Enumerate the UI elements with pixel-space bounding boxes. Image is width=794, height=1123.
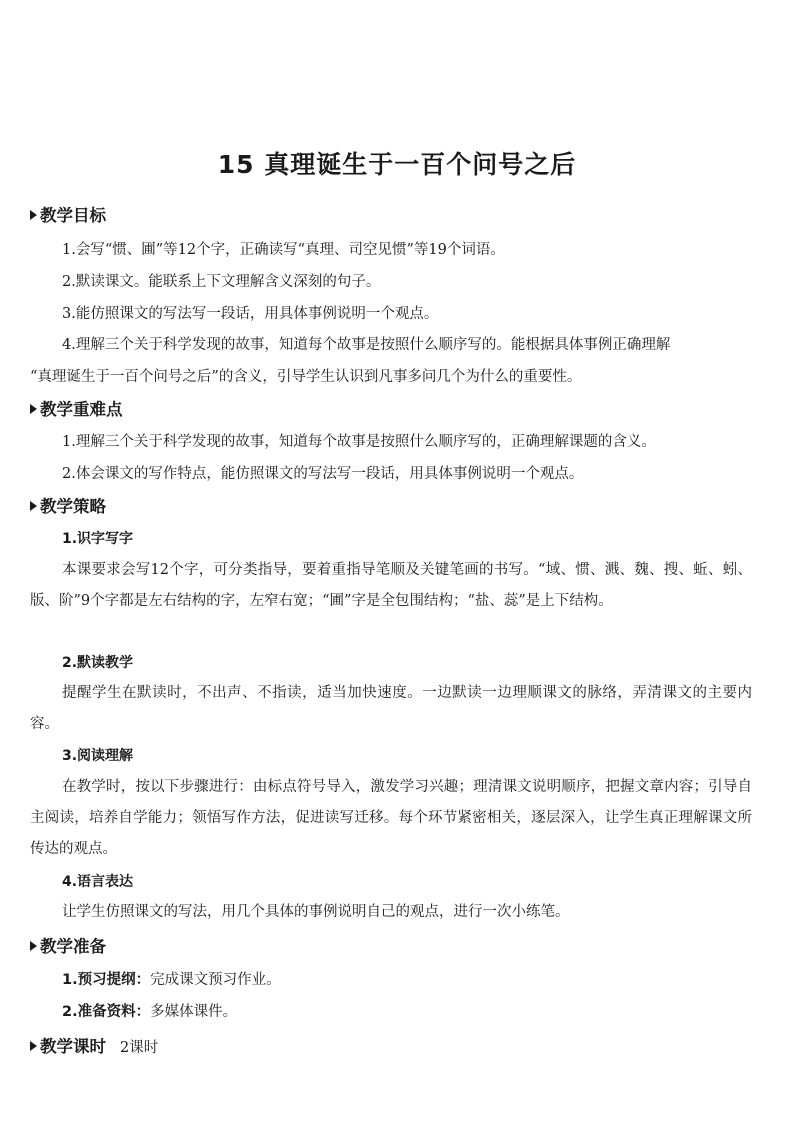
strategy-text: 让学生仿照课文的写法，用几个具体的事例说明自己的观点，进行一次小练笔。 [62, 904, 570, 920]
triangle-bullet-icon [30, 501, 37, 511]
goal-item: 4.理解三个关于科学发现的故事，知道每个故事是按照什么顺序写的。能根据具体事例正确理解 [62, 337, 671, 353]
preparation-label: 1.预习提纲： [62, 972, 151, 988]
strategy-text: 提醒学生在默读时，不出声、不指读，适当加快速度。一边默读一边理顺课文的脉络，弄清课文的主要内容。 [30, 685, 752, 732]
goal-item: 1.会写“惯、圃”等12个字，正确读写“真理、司空见惯”等19个词语。 [62, 242, 505, 258]
key-point-item: 1.理解三个关于科学发现的故事，知道每个故事是按照什么顺序写的，正确理解课题的含义。 [62, 434, 656, 450]
triangle-bullet-icon [30, 404, 37, 414]
page-title: 15 真理诞生于一百个问号之后 [217, 150, 577, 179]
strategy-title: 1.识字写字 [62, 531, 134, 547]
preparation-item [62, 968, 281, 989]
goal-item-continued: “真理诞生于一百个问号之后”的含义，引导学生认识到凡事多问几个为什么的重要性。 [30, 369, 582, 385]
strategy-title: 4.语言表达 [62, 874, 134, 890]
preparation-label: 2.准备资料： [62, 1004, 151, 1020]
section-heading-periods: 教学课时 2课时 [30, 1033, 158, 1057]
strategy-title: 2.默读教学 [62, 655, 134, 671]
triangle-bullet-icon [30, 210, 37, 220]
triangle-bullet-icon [30, 1041, 37, 1051]
section-heading-strategies: 教学策略 [30, 493, 106, 517]
periods-value: 2课时 [120, 1040, 159, 1056]
section-heading-key-points: 教学重难点 [30, 396, 123, 420]
goal-item: 3.能仿照课文的写法写一段话，用具体事例说明一个观点。 [62, 306, 439, 322]
preparation-item [62, 1000, 237, 1021]
preparation-text: 多媒体课件。 [150, 1004, 238, 1020]
section-heading-preparation: 教学准备 [30, 933, 106, 957]
triangle-bullet-icon [30, 941, 37, 951]
strategy-title: 3.阅读理解 [62, 748, 134, 764]
strategy-text: 在教学时，按以下步骤进行：由标点符号导入，激发学习兴趣；理清课文说明顺序，把握文章内容；引导自主阅读，培养自学能力；领悟写作方法，促进读写迁移。每个环节紧密相关，逐层深入，让学生真正理解课文所传达的观点。 [30, 779, 752, 857]
strategy-text: 本课要求会写12个字，可分类指导，要着重指导笔顺及关键笔画的书写。“域、惯、溅、魏、搜、蚯、蚓、版、阶”9个字都是左右结构的字，左窄右宽；“圃”字是全包围结构；“盐、蕊”是上下结构。 [30, 562, 752, 609]
key-point-item: 2.体会课文的写作特点，能仿照课文的写法写一段话，用具体事例说明一个观点。 [62, 466, 584, 482]
preparation-text: 完成课文预习作业。 [150, 972, 281, 988]
section-heading-goals: 教学目标 [30, 202, 106, 226]
goal-item: 2.默读课文。能联系上下文理解含义深刻的句子。 [62, 274, 381, 290]
